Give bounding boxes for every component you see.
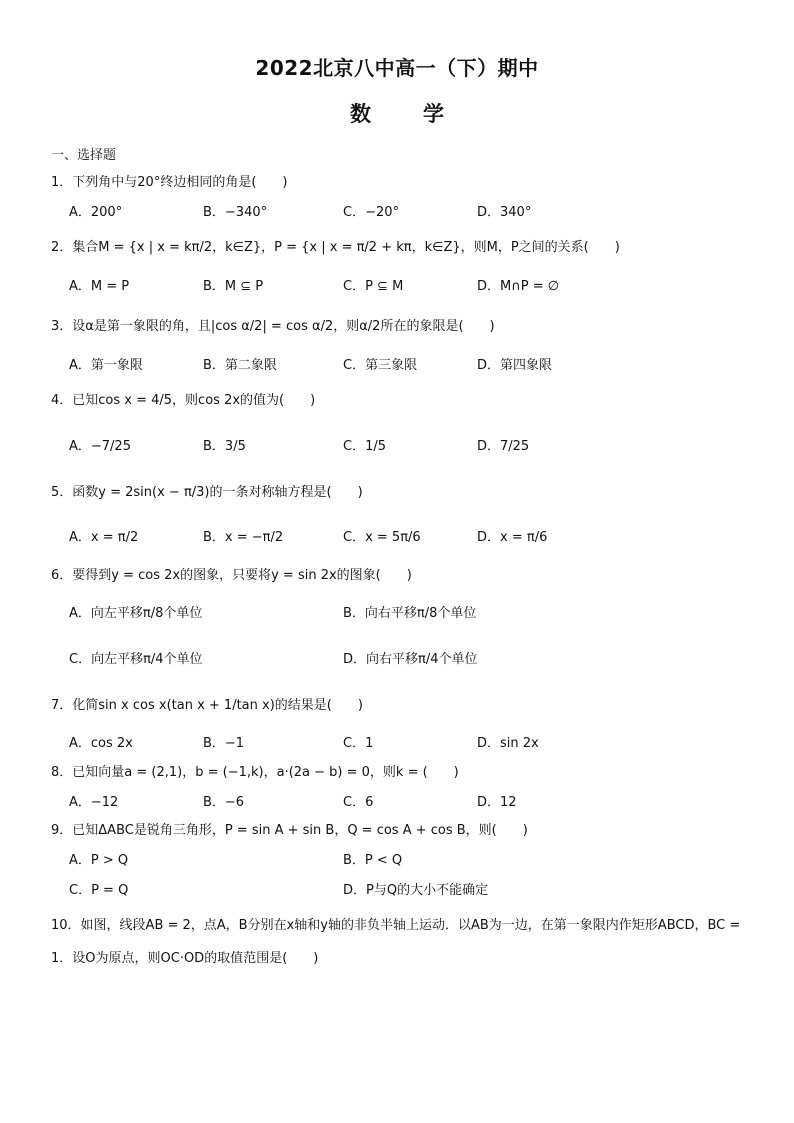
- q4-option-b: B．3/5: [203, 439, 246, 454]
- question-8-stem: 8．已知向量a = (2,1)，b = (−1,k)，a·(2a − b) = 0，则k = ( ): [51, 765, 459, 780]
- subject-title: [0, 98, 794, 128]
- question-10-stem: 10．如图，线段AB = 2，点A，B分别在x轴和y轴的非负半轴上运动．以AB为一边，在第一象限内作矩形ABCD，BC = 1．设O为原点，则OC·OD的取值范围是( ): [51, 918, 741, 966]
- q7-option-d: D．sin 2x: [477, 736, 539, 751]
- question-2-stem: 2．集合M = {x | x = kπ/2，k∈Z}，P = {x | x = π/2 + kπ，k∈Z}，则M，P之间的关系( ): [51, 240, 620, 255]
- question-6-stem: 6．要得到y = cos 2x的图象，只要将y = sin 2x的图象( ): [51, 568, 412, 583]
- q6-option-a: A．向左平移π/8个单位: [69, 606, 203, 621]
- q7-option-a: A．cos 2x: [69, 736, 133, 751]
- q5-option-d: D．x = π/6: [477, 530, 548, 545]
- q4-option-d: D．7/25: [477, 439, 530, 454]
- q3-option-d: D．第四象限: [477, 358, 553, 373]
- question-4-stem: 4．已知cos x = 4/5，则cos 2x的值为( ): [51, 393, 316, 408]
- q5-option-a: A．x = π/2: [69, 530, 139, 545]
- q7-option-b: B．−1: [203, 736, 245, 751]
- q4-option-c: C．1/5: [343, 439, 386, 454]
- q1-option-b: B．−340°: [203, 205, 268, 220]
- q3-option-a: A．第一象限: [69, 358, 143, 373]
- q1-option-a: A．200°: [69, 205, 123, 220]
- question-9-stem: 9．已知ΔABC是锐角三角形，P = sin A + sin B，Q = cos A + cos B，则( ): [51, 823, 528, 838]
- q4-option-a: A．−7/25: [69, 439, 131, 454]
- q1-option-c: C．−20°: [343, 205, 400, 220]
- question-7-stem: 7．化简sin x cos x(tan x + 1/tan x)的结果是( ): [51, 698, 363, 713]
- q6-option-c: C．向左平移π/4个单位: [69, 652, 203, 667]
- section-title: 一、选择题: [51, 148, 117, 163]
- question-1-stem: 1．下列角中与20°终边相同的角是( ): [51, 175, 288, 190]
- q8-option-a: A．−12: [69, 795, 119, 810]
- subject-char: 数: [350, 102, 371, 126]
- q6-option-d: D．向右平移π/4个单位: [343, 652, 478, 667]
- q3-option-b: B．第二象限: [203, 358, 277, 373]
- q5-option-c: C．x = 5π/6: [343, 530, 421, 545]
- q5-option-b: B．x = −π/2: [203, 530, 284, 545]
- q7-option-c: C．1: [343, 736, 374, 751]
- subject-char: 学: [423, 102, 444, 126]
- q1-option-d: D．340°: [477, 205, 532, 220]
- question-5-stem: 5．函数y = 2sin(x − π/3)的一条对称轴方程是( ): [51, 485, 363, 500]
- question-3-stem: 3．设α是第一象限的角，且|cos α/2| = cos α/2，则α/2所在的象限是( ): [51, 319, 495, 334]
- q3-option-c: C．第三象限: [343, 358, 418, 373]
- q8-option-d: D．12: [477, 795, 517, 810]
- q9-option-b: B．P < Q: [343, 853, 403, 868]
- q9-option-d: D．P与Q的大小不能确定: [343, 883, 489, 898]
- page-title: 2022北京八中高一（下）期中: [255, 56, 539, 80]
- q8-option-b: B．−6: [203, 795, 245, 810]
- q9-option-c: C．P = Q: [69, 883, 129, 898]
- q2-option-d: D．M∩P = ∅: [477, 279, 560, 294]
- q2-option-c: C．P ⊆ M: [343, 279, 404, 294]
- q2-option-b: B．M ⊆ P: [203, 279, 264, 294]
- q2-option-a: A．M = P: [69, 279, 130, 294]
- q9-option-a: A．P > Q: [69, 853, 129, 868]
- q8-option-c: C．6: [343, 795, 374, 810]
- q6-option-b: B．向右平移π/8个单位: [343, 606, 477, 621]
